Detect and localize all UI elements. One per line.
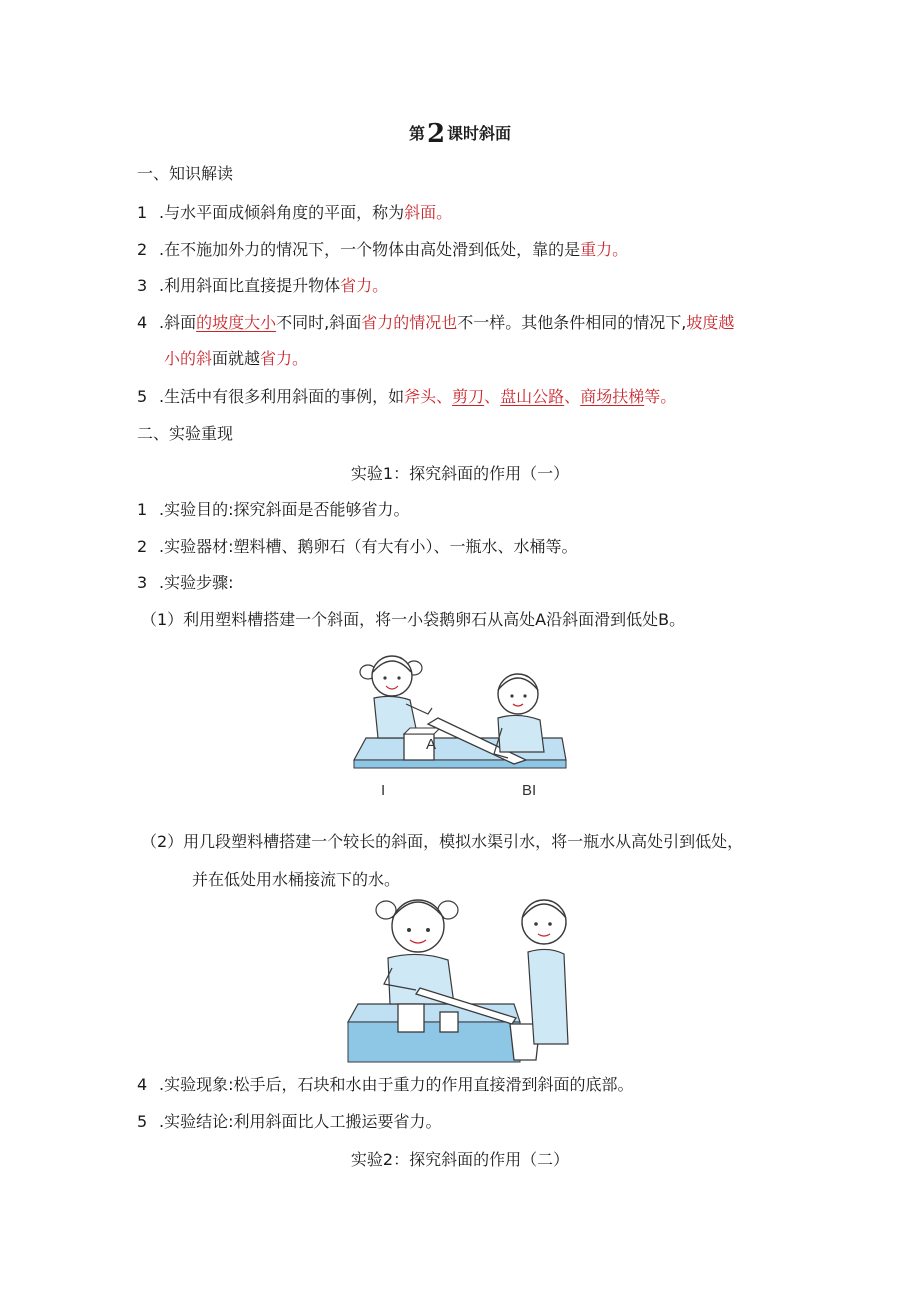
experiment-1-purpose <box>137 500 409 520</box>
experiment-1-title: 实验1：探究斜面的作用（一） <box>350 464 570 483</box>
experiment-1-conclusion <box>137 1112 441 1132</box>
illustration-slope-experiment <box>348 642 570 802</box>
answer-text: 斧头 <box>404 387 437 406</box>
item-text: .实验器材:塑料槽、鹅卵石（有大有小）、一瓶水、水桶等。 <box>159 537 578 556</box>
item-number: 2 <box>137 537 148 556</box>
knowledge-item-4-line-2 <box>164 349 308 369</box>
item-number: 5 <box>137 387 148 406</box>
answer-text: 剪刀 <box>452 387 485 406</box>
box-label-a: A <box>426 736 437 753</box>
answer-text: 省力的情况也 <box>361 313 458 332</box>
answer-text: 商场扶梯 <box>580 387 645 406</box>
item-text: .实验现象:松手后，石块和水由于重力的作用直接滑到斜面的底部。 <box>159 1075 634 1094</box>
item-text: .实验结论:利用斜面比人工搬运要省力。 <box>159 1112 442 1131</box>
answer-text: 盘山公路 <box>500 387 565 406</box>
item-text: 面就越 <box>212 349 261 368</box>
page-title <box>0 119 920 149</box>
illustration-water-channel <box>344 876 576 1066</box>
item-number: 4 <box>137 1075 148 1094</box>
experiment-1-step-1: （1）利用塑料槽搭建一个斜面，将一小袋鹅卵石从高处A沿斜面滑到低处B。 <box>141 610 686 629</box>
item-end: 。 <box>292 349 309 368</box>
experiment-2-title: 实验2：探究斜面的作用（二） <box>350 1150 570 1169</box>
experiment-1-materials <box>137 537 577 557</box>
item-text: .与水平面成倾斜角度的平面，称为 <box>159 203 405 222</box>
title-number: 2 <box>426 119 446 149</box>
knowledge-item-3 <box>137 276 388 296</box>
item-text: .利用斜面比直接提升物体 <box>159 276 341 295</box>
item-number: 4 <box>137 313 148 332</box>
answer-text: 小的斜 <box>164 349 213 368</box>
answer-text: 斜面 <box>404 203 437 222</box>
title-suffix: 课时斜面 <box>447 124 512 143</box>
separator: 、 <box>436 387 453 406</box>
item-end: 。 <box>436 203 453 222</box>
experiment-1-step-2-line-1: （2）用几段塑料槽搭建一个较长的斜面，模拟水渠引水，将一瓶水从高处引到低处， <box>141 832 744 851</box>
item-end: 。 <box>612 240 629 259</box>
answer-text: 重力 <box>580 240 613 259</box>
answer-text: 省力 <box>260 349 293 368</box>
knowledge-item-5 <box>137 387 676 407</box>
item-text: .实验目的:探究斜面是否能够省力。 <box>159 500 410 519</box>
item-number: 3 <box>137 573 148 592</box>
item-text: .实验步骤: <box>159 573 234 592</box>
answer-text: 的坡度大小 <box>196 313 277 332</box>
item-text: .在不施加外力的情况下，一个物体由高处滑到低处，靠的是 <box>159 240 581 259</box>
item-number: 1 <box>137 203 148 222</box>
section-heading-experiment: 二、实验重现 <box>137 424 234 443</box>
item-text: 不一样。其他条件相同的情况下, <box>457 313 687 332</box>
item-number: 2 <box>137 240 148 259</box>
separator: 、 <box>484 387 501 406</box>
point-label-left: I <box>381 782 386 799</box>
item-number: 3 <box>137 276 148 295</box>
section-heading-knowledge: 一、知识解读 <box>137 164 234 183</box>
knowledge-item-1 <box>137 203 452 223</box>
knowledge-item-2 <box>137 240 628 260</box>
item-number: 5 <box>137 1112 148 1131</box>
answer-text: 省力 <box>340 276 373 295</box>
separator: 、 <box>564 387 581 406</box>
item-text: .生活中有很多利用斜面的事例，如 <box>159 387 405 406</box>
knowledge-item-4-line-1 <box>137 313 734 333</box>
experiment-1-step-2-line-2: 并在低处用水桶接流下的水。 <box>192 870 401 889</box>
experiment-1-phenomenon <box>137 1075 633 1095</box>
answer-text: 坡度越 <box>686 313 735 332</box>
title-prefix: 第 <box>408 124 425 143</box>
item-end: 等。 <box>644 387 677 406</box>
item-number: 1 <box>137 500 148 519</box>
point-label-b: BI <box>522 782 537 799</box>
item-text: .斜面 <box>159 313 197 332</box>
item-end: 。 <box>372 276 389 295</box>
experiment-1-steps <box>137 573 233 593</box>
item-text: 不同时,斜面 <box>276 313 362 332</box>
